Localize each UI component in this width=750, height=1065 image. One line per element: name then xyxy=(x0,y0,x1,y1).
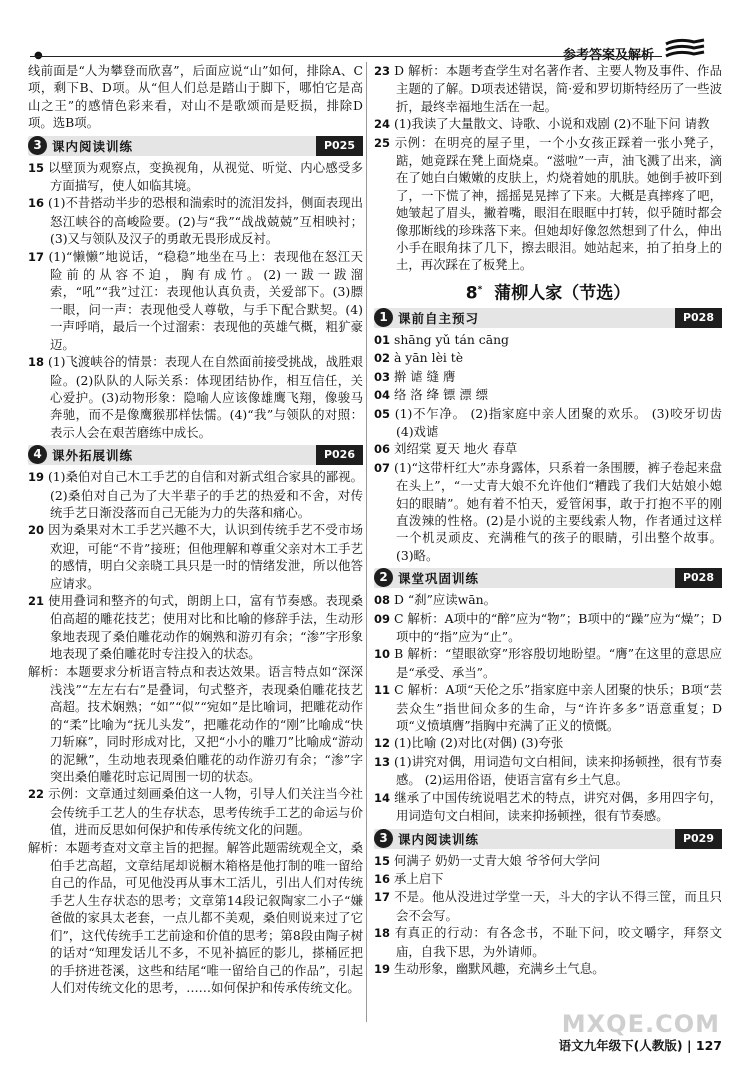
answer-item xyxy=(374,789,722,825)
header-title: 参考答案及解析 xyxy=(562,48,654,63)
answer-text: 络 洛 绛 镖 漂 缥 xyxy=(393,387,489,403)
answer-text: 何满子 奶奶一丈青大娘 爷爷何大学问 xyxy=(393,852,601,868)
answer-text: (1)“这带杆红大”赤身露体，只系着一条围腰，裤子卷起来盘在头上”，“一丈青大娘不允许他们“糟践了我们大姑娘小媳妇的眼睛”。她有着不怕天，爱管闲事，敢于打抱不平的刚直泼辣的性格。(2)是小说的主要线索人物，作者通过这样一个机灵顽皮、充满稚气的孩子的眼睛，引出整个故事。(3)略。 xyxy=(393,459,722,563)
answer-number: 16 xyxy=(374,871,391,886)
site-watermark: MXQE.COM xyxy=(561,1010,720,1038)
answer-item xyxy=(28,353,363,441)
answer-text: 因为桑果对木工手艺兴趣不大，认识到传统手艺不受市场欢迎，可能“不肯”接班；但他理解和尊重父亲对木工手艺的感情，明白父亲晓工具只是一时的情绪发泄，所以他答应请求。 xyxy=(48,522,363,591)
answer-number: 05 xyxy=(374,406,391,421)
answer-text: (1)讲究对偶，用词造句文白相间，读来抑扬顿挫，很有节奏感。 (2)运用俗语，使语言富有乡土气息。 xyxy=(393,753,722,788)
answer-text: 承上启下 xyxy=(393,870,444,886)
answer-number: 07 xyxy=(374,460,391,475)
answer-list xyxy=(374,62,722,274)
section-page: P026 xyxy=(316,445,363,465)
column-divider xyxy=(366,62,367,1022)
section-number: 4 xyxy=(28,445,47,464)
answer-text: (1)桑伯对自己木工手艺的自信和对新式组合家具的鄙视。(2)桑伯对自己为了大半辈子的手艺的热爱和不舍，对传统手艺日渐没落而自己无能为力的失落和痛心。 xyxy=(47,469,363,520)
answer-item xyxy=(374,610,722,646)
footer-separator: | xyxy=(686,1038,692,1053)
lesson-number: 8 xyxy=(465,283,478,304)
answer-number: 17 xyxy=(28,249,45,264)
answer-text: (1)我读了大量散文、诗歌、小说和戏剧 (2)不耻下问 请教 xyxy=(393,116,710,132)
answer-item xyxy=(374,870,722,888)
answer-text: 以壁顶为观察点，变换视角，从视觉、听觉、内心感受多方面描写，使人如临其境。 xyxy=(48,159,363,194)
answer-number: 21 xyxy=(28,593,45,608)
answer-item xyxy=(374,440,722,458)
answer-number: 18 xyxy=(374,926,391,941)
answer-text: D 解析：本题考查学生对名著作者、主要人物及事件、作品主题的了解。D项表述错误，简·爱和罗切斯特经历了一些波折，最终幸福地生活在一起。 xyxy=(394,63,722,114)
answer-text: 使用叠词和整齐的句式，朗朗上口，富有节奏感。表现桑伯高超的雕花技艺；使用对比和比喻的修辞手法，生动形象地表现了桑伯雕花动作的娴熟和游刃有余；“渗”字形象地表现了桑伯雕花时专注投入的状态。 xyxy=(48,592,363,662)
answer-text: 生动形象，幽默风趣，充满乡土气息。 xyxy=(393,960,605,976)
answer-number: 17 xyxy=(374,890,391,905)
answer-number: 15 xyxy=(28,160,45,175)
answer-number: 19 xyxy=(374,961,391,976)
answer-number: 22 xyxy=(28,787,45,802)
answer-item xyxy=(374,734,722,752)
answer-number: 11 xyxy=(374,683,391,698)
answer-item xyxy=(374,681,722,734)
answer-number: 13 xyxy=(374,754,391,769)
answer-number: 19 xyxy=(28,470,45,485)
answer-item xyxy=(374,405,722,441)
answer-item xyxy=(374,645,722,681)
intro-paragraph: 线前面是“人为攀登而欣喜”，后面应说“山”如何，排除A、C项，剩下B、D项。从“但人们总是踏山于脚下，哪怕它是高山之王”的感情色彩来看，对山不是歌颂而是贬损，排除D项。选B项。 xyxy=(28,63,363,131)
bullet-mark: ● xyxy=(34,50,43,61)
answer-text: B 解析：“望眼欲穿”形容殷切地盼望。“膺”在这里的意思应是“承受、承当”。 xyxy=(394,646,722,680)
section-title: 课内阅读训练 xyxy=(52,138,134,154)
answer-number: 02 xyxy=(374,351,391,366)
answer-number: 15 xyxy=(374,853,391,868)
answer-text: C 解析：A项“天伦之乐”指家庭中亲人团聚的快乐；B项“芸芸众生”指世间众多的生命，与“许许多多”语意重复；D项“义愤填膺”指胸中充满了正义的愤慨。 xyxy=(394,682,722,734)
analysis-text: 解析：本题要求分析语言特点和表达效果。语言特点如“深深浅浅”“左左右右”是叠词，句式整齐，表现桑伯雕花技艺高超。技术娴熟；“如”“似”“宛如”是比喻词，把雕花动作的“柔”比喻为“抚儿头发”，把雕花动作的“刚”比喻成“快刀斩麻”，同时形成对比，又把“小小的雕刀”比喻成“游动的泥鳅”，生动地表现桑伯雕花的动作游刃有余；“渗”字突出桑伯雕花时忘记周围一切的状态。 xyxy=(28,663,363,785)
answer-list xyxy=(28,159,363,442)
answer-text: à yān lèi tè xyxy=(393,350,464,366)
lesson-mark: * xyxy=(477,284,483,295)
answer-text: 擀 谑 缝 膺 xyxy=(393,368,456,384)
lesson-title xyxy=(374,282,722,303)
answer-item xyxy=(28,521,363,592)
answer-text: 不是。他从没进过学堂一天，斗大的字认不得三筐，而且只会不会写。 xyxy=(394,889,722,923)
section-bar-extension xyxy=(28,445,363,465)
analysis-item xyxy=(28,839,363,997)
header-rule xyxy=(30,56,662,57)
answer-text: 示例：文章通过刻画桑伯这一人物，引导人们关注当今社会传统手工艺人的生存状态，思考传统手工艺的命运与价值，进而反思如何保护和传承传统文化的问题。 xyxy=(48,786,363,838)
book-logo-icon xyxy=(664,38,708,60)
answer-text: (1)飞渡峡谷的情景：表现人在自然面前接受挑战，战胜艰险。(2)队队的人际关系：体现团结协作，相互信任，关心爱护。(3)动物形象：隐喻人应该像雄鹰飞翔，像骏马奔驰，而不是像鹰猴那样怯懦。(4)“我”与领队的对照：表示人会在艰苦磨练中成长。 xyxy=(47,354,363,440)
answer-number: 04 xyxy=(374,388,391,403)
answer-item xyxy=(374,62,722,115)
answer-number: 16 xyxy=(28,196,45,211)
answer-number: 01 xyxy=(374,332,391,347)
page-header xyxy=(0,0,750,63)
answer-text: 有真正的行动：有各念书，不耻下问，咬文嚼字，拜祭文庙，自我下思，为外请师。 xyxy=(394,925,722,959)
answer-item xyxy=(374,368,722,386)
answer-number: 06 xyxy=(374,442,391,457)
answer-number: 08 xyxy=(374,593,391,608)
answer-item xyxy=(374,924,722,960)
section-title: 课内阅读训练 xyxy=(398,831,480,847)
answer-number: 09 xyxy=(374,611,391,626)
section-bar-consolidation xyxy=(374,568,722,588)
section-bar-preview xyxy=(374,308,722,328)
answer-item xyxy=(374,134,722,274)
section-number: 3 xyxy=(28,136,47,155)
section-page: P025 xyxy=(316,136,363,156)
answer-item xyxy=(374,331,722,349)
answer-text: D “刹”应读wān。 xyxy=(393,592,497,608)
answer-item xyxy=(374,349,722,367)
section-bar-reading xyxy=(28,136,363,156)
lesson-name: 蒲柳人家（节选） xyxy=(494,283,631,304)
answer-text: (1)“懒懒”地说话，“稳稳”地坐在马上：表现他在怒江天险前的从容不迫，胸有成竹。(2)一跋一跋溜索，“吼”“我”过江：表现他认真负责，关爱部下。(3)膘一眼，问一声：表现他受人尊敬，与手下配合默契。(4)一声呼哨，最后一个过溜索：表现他的英雄气概，粗犷豪迈。 xyxy=(48,248,363,352)
answer-item xyxy=(374,386,722,404)
answer-item xyxy=(28,194,363,247)
answer-list xyxy=(28,468,363,996)
answer-text: 继承了中国传统说唱艺术的特点，讲究对偶，多用四字句，用词造句文白相间，读来抑扬顿挫，很有节奏感。 xyxy=(394,789,722,824)
answer-item xyxy=(374,591,722,609)
answer-text: (1)不昔搭动半步的恐根和湍索时的流泪发抖，侧面表现出怒江峡谷的高峻险要。(2)与“我”“战战兢兢”互相映衬；(3)又与领队及汉子的勇敢无畏形成反衬。 xyxy=(47,195,363,247)
answer-text: C 解析：A项中的“醉”应为“物”；B项中的“躁”应为“燥”；D项中的“指”应为“止”。 xyxy=(393,610,722,645)
answer-item xyxy=(28,468,363,521)
answer-text: (1)不乍净。 (2)指家庭中亲人团聚的欢乐。 (3)咬牙切齿 (4)戏谑 xyxy=(394,405,722,439)
answer-list xyxy=(374,852,722,979)
section-title: 课堂巩固训练 xyxy=(398,571,480,587)
section-number: 1 xyxy=(374,308,393,327)
answer-number: 10 xyxy=(374,647,391,662)
page-number: 127 xyxy=(695,1038,722,1053)
answer-item xyxy=(374,888,722,924)
answer-item xyxy=(374,459,722,564)
answer-number: 03 xyxy=(374,369,391,384)
section-title: 课外拓展训练 xyxy=(52,448,134,464)
answer-text: 示例：在明亮的屋子里，一个小女孩正踩着一张小凳子，踮，她竟踩在凳上面烧桌。“滋啦”一声，油飞溅了出来，滴在了她白白嫩嫩的皮肤上，灼烧着她的肌肤。她倒手被吓到了，一下慌了神，摇摇晃晃摔了下来。大概是真摔疼了吧，她皱起了眉头，撇着嘴，眼泪在眼眶中打转，似乎随时都会像那断线的珍珠落下来。但她却好像忽然想到了什么，伸出小手在眼角抹了几下，擦去眼泪。她站起来，拍了拍身上的土，再次踩在了板凳上。 xyxy=(394,134,722,273)
answer-list xyxy=(374,331,722,564)
section-page: P028 xyxy=(675,308,722,328)
answer-text: shāng yǔ tán cāng xyxy=(393,331,509,347)
left-column xyxy=(28,62,363,996)
answer-number: 20 xyxy=(28,523,45,538)
section-page: P029 xyxy=(675,829,722,849)
answer-item xyxy=(28,159,363,195)
answer-item xyxy=(374,753,722,789)
answer-number: 18 xyxy=(28,355,45,370)
answer-item xyxy=(374,960,722,978)
analysis-text: 解析：本题考查对文章主旨的把握。解答此题需统观全文，桑伯手艺高超，文章结尾却说橱木箱格是他打制的唯一留给自己的作品，可见他没再从事木工活儿，引出人们对传统手艺人生存状态的思考；文章第14段记叙陶家二小子“嫌爸做的家具太老套，一点儿都不美观，桑伯则说来过了它们”，这代传统手工艺前途和价值的思考；第8段由陶子树的话对“知理发话儿不多，不见补搞匠的影儿，搽桶匠把的手挤进苍溪，这些和结尾“唯一留给自己的作品”，引起人们对传统文化的思考，……如何保护和传承传统文化。 xyxy=(28,839,363,995)
answer-number: 12 xyxy=(374,736,391,751)
answer-item xyxy=(28,785,363,838)
answer-item xyxy=(28,592,363,663)
answer-text: 刘绍棠 夏天 地火 春草 xyxy=(393,441,518,457)
section-title: 课前自主预习 xyxy=(398,310,480,326)
answer-list xyxy=(374,591,722,824)
section-number: 2 xyxy=(374,568,393,587)
answer-text: (1)比喻 (2)对比(对偶) (3)夸张 xyxy=(393,735,564,751)
answer-number: 23 xyxy=(374,64,391,78)
right-column xyxy=(374,62,722,978)
answer-number: 14 xyxy=(374,790,391,805)
answer-item xyxy=(28,248,363,353)
page-footer xyxy=(559,1036,722,1054)
analysis-item xyxy=(28,663,363,786)
section-page: P028 xyxy=(675,568,722,588)
answer-number: 24 xyxy=(374,117,391,132)
answer-number: 25 xyxy=(374,135,391,150)
footer-subject: 语文九年级下(人教版) xyxy=(558,1038,683,1053)
answer-item xyxy=(374,115,722,133)
section-number: 3 xyxy=(374,829,393,848)
section-bar-reading-2 xyxy=(374,829,722,849)
answer-item xyxy=(374,852,722,870)
